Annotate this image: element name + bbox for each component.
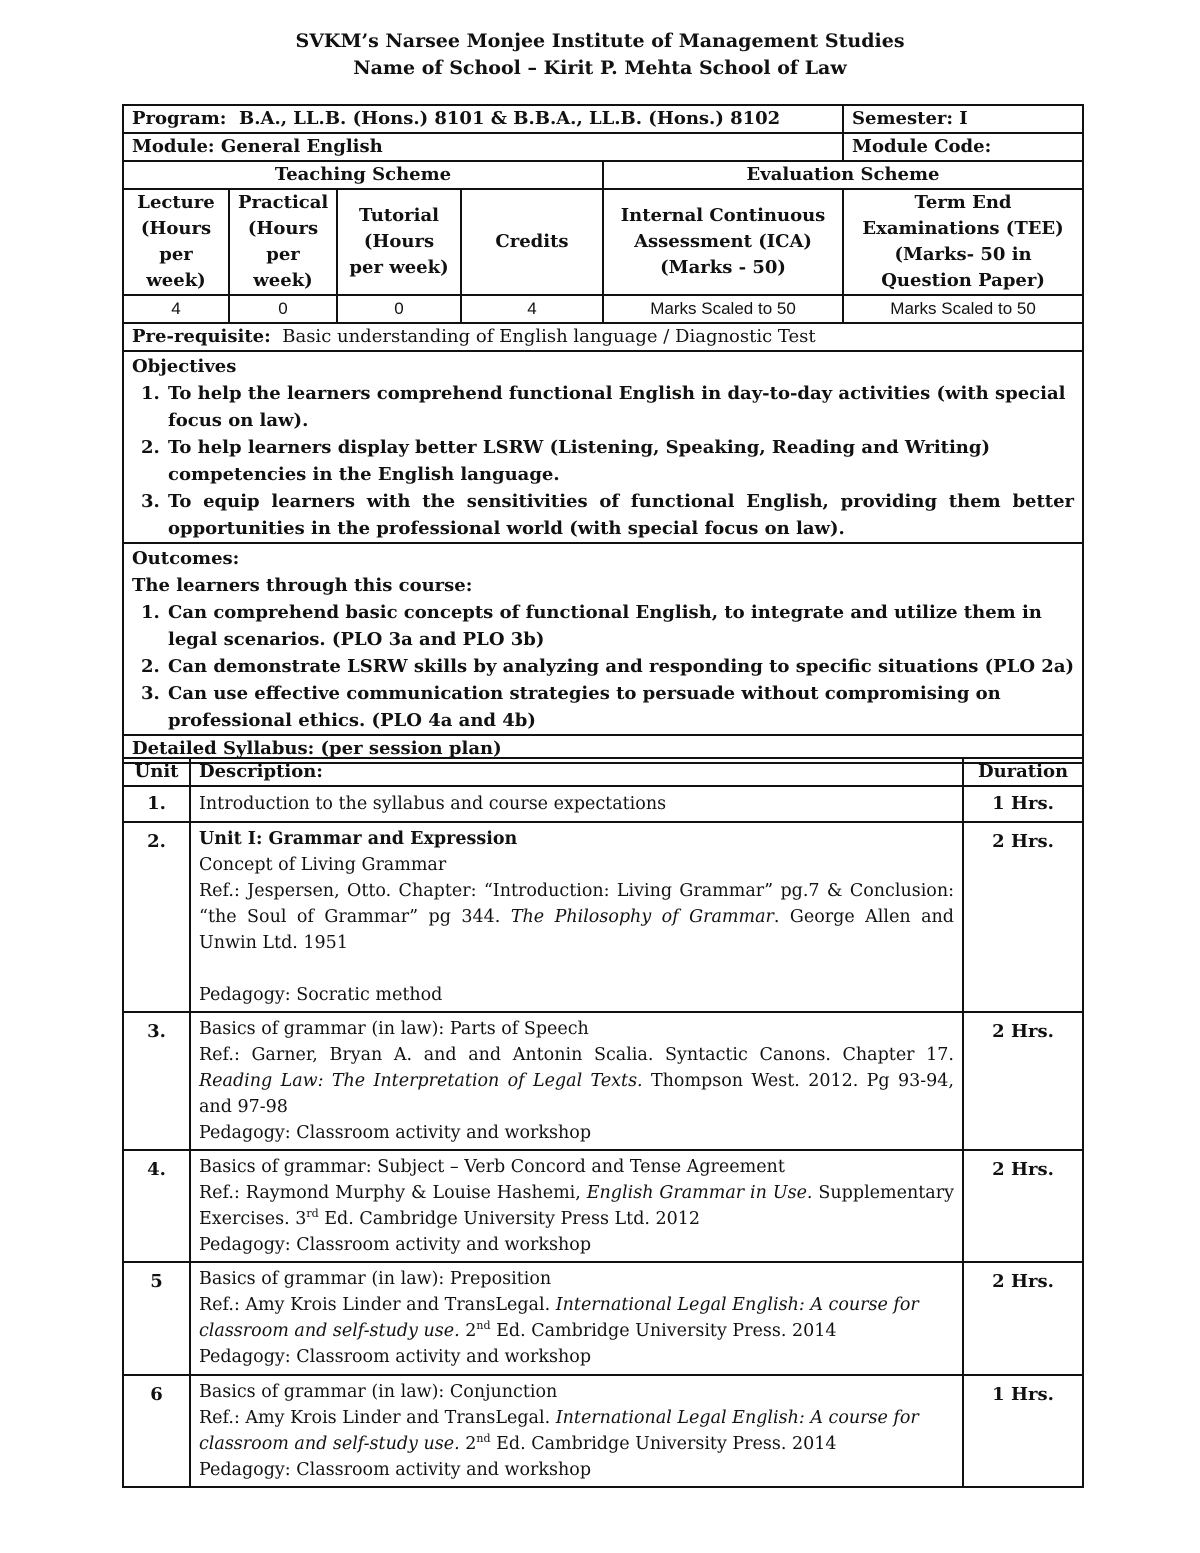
module-cell	[123, 133, 843, 161]
school-name: Name of School – Kirit P. Mehta School of Law	[353, 57, 847, 79]
objectives-row	[123, 351, 1083, 543]
unit-column-header: Unit	[123, 758, 190, 786]
ref-superscript: nd	[476, 1319, 491, 1333]
ref-text: Ed. Cambridge University Press. 2014	[496, 1434, 837, 1454]
outcomes-title: Outcomes:	[132, 548, 240, 569]
ref-text: 2	[465, 1321, 477, 1341]
tee-value: Marks Scaled to 50	[843, 295, 1083, 323]
module-code-cell: Module Code:	[843, 133, 1083, 161]
ref-text: Ref.: Jespersen, Otto. Chapter: “Introduction: Living Grammar” pg.7 & Conclusion: “the Soul of Grammar” pg 344.	[199, 881, 954, 927]
unit-pedagogy: Pedagogy: Socratic method	[199, 985, 443, 1005]
unit-number: 5	[123, 1262, 190, 1375]
module-value: General English	[220, 136, 383, 157]
ref-text: Supplementary Exercises. 3	[199, 1183, 954, 1229]
prerequisite-label: Pre-requisite:	[132, 326, 271, 347]
unit-duration: 1 Hrs.	[963, 1375, 1083, 1487]
ref-text: Ref.: Raymond Murphy & Louise Hashemi,	[199, 1183, 581, 1203]
ref-superscript: nd	[476, 1432, 491, 1446]
tutorial-value: 0	[337, 295, 461, 323]
unit-number: 3.	[123, 1012, 190, 1150]
ica-value: Marks Scaled to 50	[603, 295, 843, 323]
unit-pedagogy: Pedagogy: Classroom activity and workshop	[199, 1347, 592, 1367]
institute-name: SVKM’s Narsee Monjee Institute of Management Studies	[295, 30, 905, 52]
outcome-item: 1. Can comprehend basic concepts of functional English, to integrate and utilize them in legal scenarios. (PLO 3a and PLO 3b)	[166, 599, 1074, 653]
ref-text: Thompson West. 2012. Pg 93-94, and 97-98	[199, 1071, 954, 1117]
unit-description	[190, 822, 963, 1012]
objective-item: 1. To help the learners comprehend functional English in day-to-day activities (with special focus on law).	[166, 380, 1074, 434]
ref-book-title: English Grammar in Use.	[586, 1183, 813, 1203]
unit-reference	[199, 1042, 954, 1120]
description-column-header: Description:	[190, 758, 963, 786]
unit-number: 6	[123, 1375, 190, 1487]
unit-duration: 2 Hrs.	[963, 822, 1083, 1012]
program-value: B.A., LL.B. (Hons.) 8101 & B.B.A., LL.B. (Hons.) 8102	[239, 108, 781, 129]
objectives-title: Objectives	[132, 356, 237, 377]
ref-text: Ref.: Amy Krois Linder and TransLegal.	[199, 1408, 551, 1428]
unit-topic: Concept of Living Grammar	[199, 855, 447, 875]
unit-duration: 2 Hrs.	[963, 1150, 1083, 1262]
outcome-item: 2. Can demonstrate LSRW skills by analyzing and responding to specific situations (PLO 2a)	[166, 653, 1074, 680]
unit-description	[190, 1262, 963, 1375]
tee-header: Term End Examinations (TEE) (Marks- 50 in Question Paper)	[843, 189, 1083, 295]
prerequisite-cell	[123, 323, 1083, 351]
objective-item: 3. To equip learners with the sensitivities of functional English, providing them better opportunities in the professional world (with special focus on law).	[166, 488, 1074, 542]
practical-value: 0	[229, 295, 337, 323]
prerequisite-value: Basic understanding of English language / Diagnostic Test	[282, 326, 816, 347]
unit-reference	[199, 1405, 954, 1457]
prerequisite-row	[123, 323, 1083, 351]
module-label: Module:	[132, 136, 215, 157]
unit-description	[190, 1012, 963, 1150]
ref-text: Ref.: Garner, Bryan A. and and Antonin Scalia. Syntactic Canons. Chapter 17.	[199, 1045, 954, 1065]
unit-number: 2.	[123, 822, 190, 1012]
syllabus-header-row	[123, 758, 1083, 786]
ref-book-title: International Legal English: A course for classroom and self-study use.	[199, 1408, 919, 1454]
unit-reference	[199, 878, 954, 956]
unit-topic: Basics of grammar: Subject – Verb Concord and Tense Agreement	[199, 1157, 785, 1177]
semester-cell: Semester: I	[843, 105, 1083, 133]
syllabus-title: Detailed Syllabus: (per session plan)	[123, 735, 1083, 763]
unit-description: Introduction to the syllabus and course expectations	[190, 786, 963, 822]
teaching-scheme-title: Teaching Scheme	[123, 161, 603, 189]
scheme-values-row	[123, 295, 1083, 323]
unit-reference	[199, 1180, 954, 1232]
module-row	[123, 133, 1083, 161]
unit-number: 4.	[123, 1150, 190, 1262]
ref-book-title: International Legal English: A course for classroom and self-study use.	[199, 1295, 919, 1341]
document-header	[0, 28, 1200, 82]
scheme-title-row	[123, 161, 1083, 189]
unit-topic: Basics of grammar (in law): Parts of Speech	[199, 1019, 589, 1039]
program-row	[123, 105, 1083, 133]
unit-duration: 2 Hrs.	[963, 1012, 1083, 1150]
table-row	[123, 1150, 1083, 1262]
outcomes-cell	[123, 543, 1083, 735]
credits-header: Credits	[461, 189, 603, 295]
unit-number: 1.	[123, 786, 190, 822]
unit-topic: Basics of grammar (in law): Conjunction	[199, 1382, 558, 1402]
unit-duration: 2 Hrs.	[963, 1262, 1083, 1375]
table-row	[123, 822, 1083, 1012]
table-row	[123, 1375, 1083, 1487]
ref-text: Ed. Cambridge University Press. 2014	[496, 1321, 837, 1341]
outcome-item: 3. Can use effective communication strategies to persuade without compromising on professional ethics. (PLO 4a and 4b)	[166, 680, 1074, 734]
unit-topic: Basics of grammar (in law): Preposition	[199, 1269, 552, 1289]
ref-book-title: The Philosophy of Grammar	[510, 907, 774, 927]
unit-description	[190, 1375, 963, 1487]
table-row	[123, 1012, 1083, 1150]
program-cell	[123, 105, 843, 133]
tutorial-header: Tutorial (Hours per week)	[337, 189, 461, 295]
ref-superscript: rd	[306, 1207, 319, 1221]
syllabus-table	[122, 757, 1084, 1488]
evaluation-scheme-title: Evaluation Scheme	[603, 161, 1083, 189]
outcomes-row	[123, 543, 1083, 735]
unit-title: Unit I: Grammar and Expression	[199, 829, 518, 849]
ica-header: Internal Continuous Assessment (ICA) (Marks - 50)	[603, 189, 843, 295]
ref-book-title: Reading Law: The Interpretation of Legal Texts.	[199, 1071, 643, 1091]
unit-reference	[199, 1292, 954, 1344]
outcomes-intro: The learners through this course:	[132, 575, 473, 596]
lecture-header: Lecture (Hours per week)	[123, 189, 229, 295]
unit-duration: 1 Hrs.	[963, 786, 1083, 822]
unit-description	[190, 1150, 963, 1262]
table-row	[123, 786, 1083, 822]
objectives-cell	[123, 351, 1083, 543]
ref-text: Ed. Cambridge University Press Ltd. 2012	[324, 1209, 701, 1229]
scheme-header-row	[123, 189, 1083, 295]
objective-item: 2. To help learners display better LSRW (Listening, Speaking, Reading and Writing) competencies in the English language.	[166, 434, 1074, 488]
lecture-value: 4	[123, 295, 229, 323]
duration-column-header: Duration	[963, 758, 1083, 786]
outcomes-list	[132, 599, 1074, 734]
program-label: Program:	[132, 108, 227, 129]
objectives-list	[132, 380, 1074, 542]
ref-text: Ref.: Amy Krois Linder and TransLegal.	[199, 1295, 551, 1315]
unit-pedagogy: Pedagogy: Classroom activity and workshop	[199, 1460, 592, 1480]
credits-value: 4	[461, 295, 603, 323]
unit-pedagogy: Pedagogy: Classroom activity and workshop	[199, 1235, 592, 1255]
unit-pedagogy: Pedagogy: Classroom activity and workshop	[199, 1123, 592, 1143]
table-row	[123, 1262, 1083, 1375]
ref-text: . George Allen and Unwin Ltd. 1951	[199, 907, 954, 953]
course-info-table	[122, 104, 1084, 764]
ref-text: 2	[465, 1434, 477, 1454]
practical-header: Practical (Hours per week)	[229, 189, 337, 295]
